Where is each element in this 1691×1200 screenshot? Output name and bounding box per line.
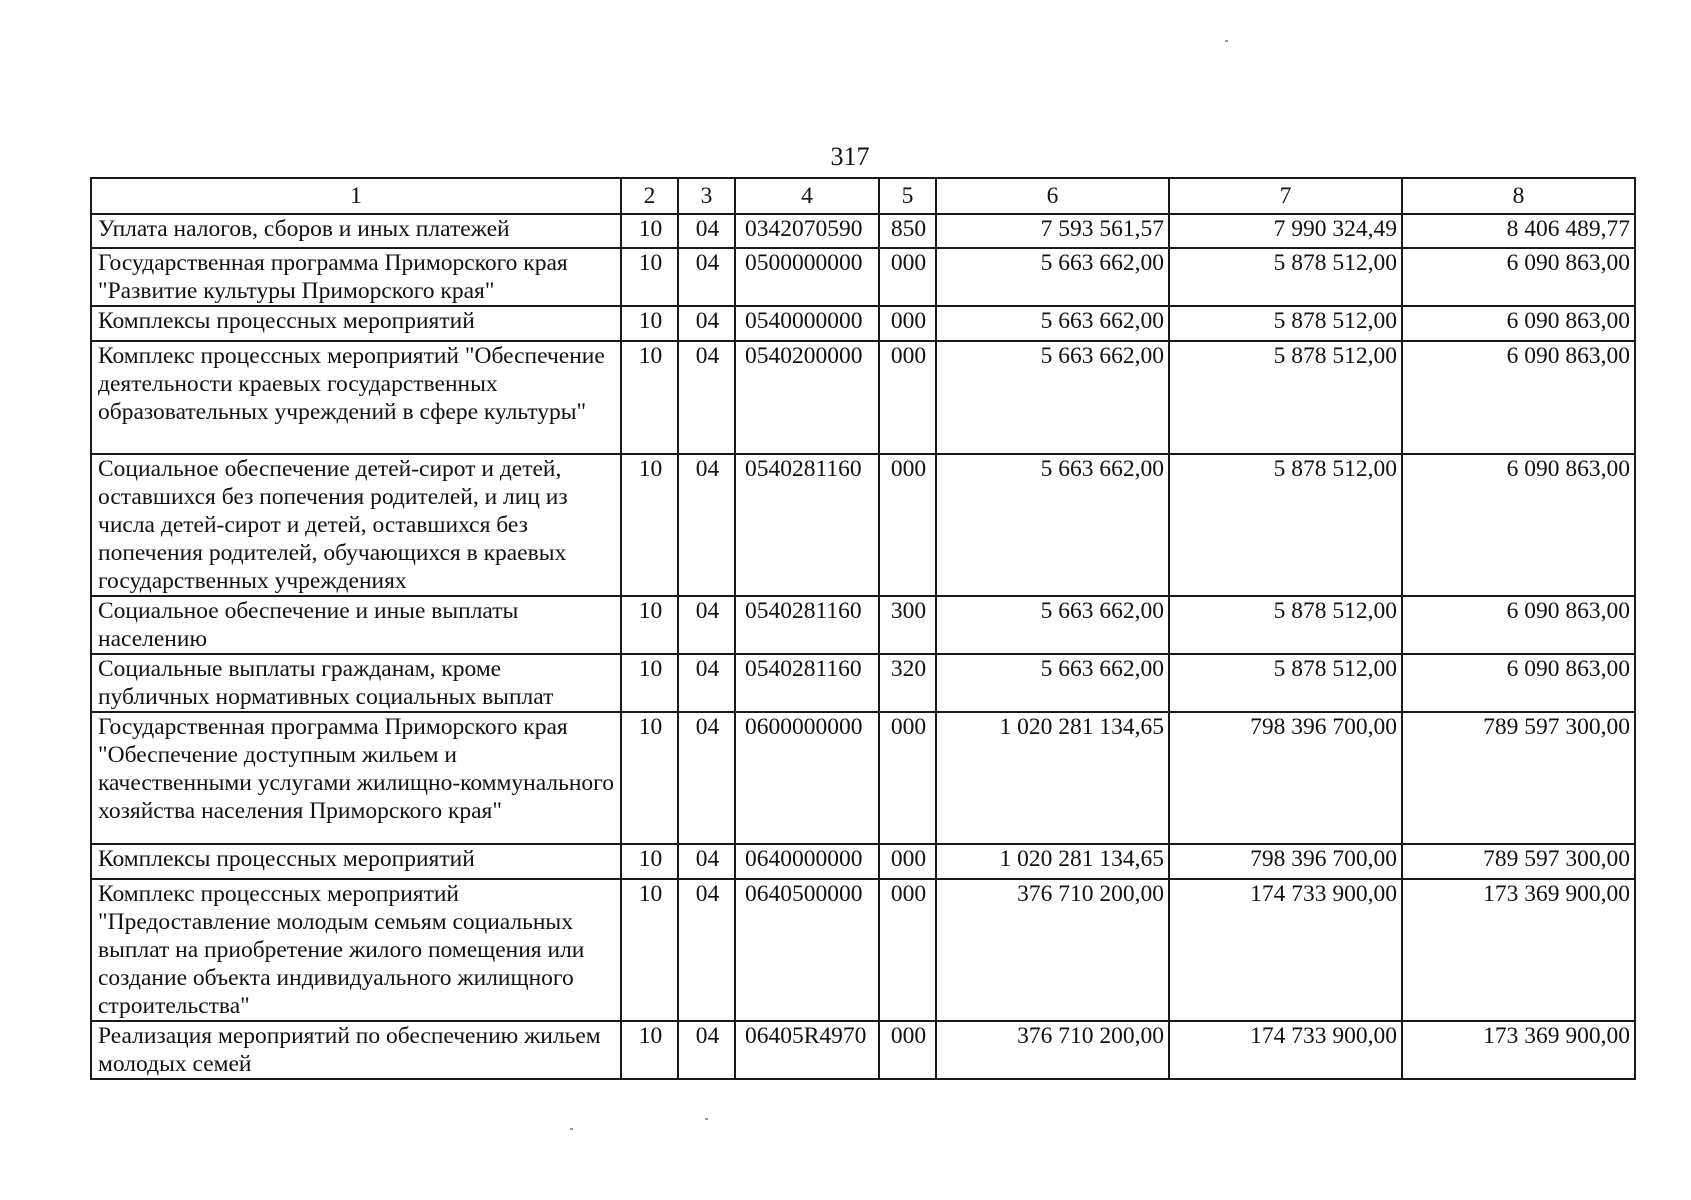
row-name-cell: Комплекс процессных мероприятий "Предоставление молодым семьям социальных выплат на приобретение жилого помещения или создание объекта индивидуального жилищного строительства" [91, 879, 621, 1021]
amount-col-8-cell: 6 090 863,00 [1402, 454, 1635, 596]
section-code-cell: 10 [621, 341, 678, 454]
subsection-code-cell: 04 [678, 596, 735, 654]
header-cell-8: 8 [1402, 178, 1635, 214]
target-article-cell: 0540281160 [735, 654, 879, 712]
table-row [91, 712, 1635, 844]
amount-col-7-cell: 174 733 900,00 [1169, 1021, 1402, 1079]
expense-kind-cell: 000 [879, 248, 936, 306]
section-code-cell: 10 [621, 306, 678, 341]
section-code-cell: 10 [621, 1021, 678, 1079]
subsection-code-cell: 04 [678, 214, 735, 248]
header-cell-2: 2 [621, 178, 678, 214]
section-code-cell: 10 [621, 654, 678, 712]
amount-col-7-cell: 174 733 900,00 [1169, 879, 1402, 1021]
row-name-cell: Комплексы процессных мероприятий [91, 306, 621, 341]
amount-col-7-cell: 5 878 512,00 [1169, 454, 1402, 596]
header-cell-1: 1 [91, 178, 621, 214]
amount-col-6-cell: 376 710 200,00 [936, 1021, 1169, 1079]
header-row [91, 178, 1635, 214]
subsection-code-cell: 04 [678, 844, 735, 879]
table-body [91, 214, 1635, 1079]
header-cell-7: 7 [1169, 178, 1402, 214]
row-name-cell: Государственная программа Приморского края "Развитие культуры Приморского края" [91, 248, 621, 306]
section-code-cell: 10 [621, 454, 678, 596]
section-code-cell: 10 [621, 879, 678, 1021]
row-name-cell: Реализация мероприятий по обеспечению жильем молодых семей [91, 1021, 621, 1079]
target-article-cell: 0540200000 [735, 341, 879, 454]
row-name-cell: Государственная программа Приморского края "Обеспечение доступным жильем и качественными услугами жилищно-коммунального хозяйства населения Приморского края" [91, 712, 621, 844]
subsection-code-cell: 04 [678, 248, 735, 306]
expense-kind-cell: 000 [879, 879, 936, 1021]
amount-col-8-cell: 6 090 863,00 [1402, 654, 1635, 712]
header-cell-5: 5 [879, 178, 936, 214]
amount-col-8-cell: 6 090 863,00 [1402, 341, 1635, 454]
target-article-cell: 06405R4970 [735, 1021, 879, 1079]
header-cell-4: 4 [735, 178, 879, 214]
section-code-cell: 10 [621, 596, 678, 654]
table-row [91, 879, 1635, 1021]
row-name-cell: Уплата налогов, сборов и иных платежей [91, 214, 621, 248]
subsection-code-cell: 04 [678, 1021, 735, 1079]
amount-col-7-cell: 5 878 512,00 [1169, 306, 1402, 341]
table-row [91, 844, 1635, 879]
expense-kind-cell: 320 [879, 654, 936, 712]
table-row [91, 596, 1635, 654]
amount-col-8-cell: 173 369 900,00 [1402, 879, 1635, 1021]
table-row [91, 248, 1635, 306]
table-row [91, 654, 1635, 712]
target-article-cell: 0540281160 [735, 454, 879, 596]
amount-col-7-cell: 798 396 700,00 [1169, 712, 1402, 844]
header-cell-3: 3 [678, 178, 735, 214]
amount-col-6-cell: 1 020 281 134,65 [936, 712, 1169, 844]
row-name-cell: Социальные выплаты гражданам, кроме публичных нормативных социальных выплат [91, 654, 621, 712]
subsection-code-cell: 04 [678, 454, 735, 596]
section-code-cell: 10 [621, 844, 678, 879]
amount-col-8-cell: 173 369 900,00 [1402, 1021, 1635, 1079]
section-code-cell: 10 [621, 248, 678, 306]
amount-col-8-cell: 789 597 300,00 [1402, 712, 1635, 844]
amount-col-7-cell: 7 990 324,49 [1169, 214, 1402, 248]
header-cell-6: 6 [936, 178, 1169, 214]
amount-col-7-cell: 5 878 512,00 [1169, 248, 1402, 306]
row-name-cell: Комплексы процессных мероприятий [91, 844, 621, 879]
amount-col-6-cell: 5 663 662,00 [936, 306, 1169, 341]
subsection-code-cell: 04 [678, 341, 735, 454]
expense-kind-cell: 000 [879, 712, 936, 844]
target-article-cell: 0640500000 [735, 879, 879, 1021]
scan-speck [705, 1118, 708, 1120]
amount-col-6-cell: 5 663 662,00 [936, 454, 1169, 596]
amount-col-6-cell: 5 663 662,00 [936, 596, 1169, 654]
amount-col-7-cell: 5 878 512,00 [1169, 654, 1402, 712]
amount-col-6-cell: 7 593 561,57 [936, 214, 1169, 248]
expense-kind-cell: 000 [879, 454, 936, 596]
amount-col-8-cell: 6 090 863,00 [1402, 248, 1635, 306]
amount-col-8-cell: 6 090 863,00 [1402, 596, 1635, 654]
amount-col-6-cell: 1 020 281 134,65 [936, 844, 1169, 879]
page-number: 317 [830, 142, 870, 171]
subsection-code-cell: 04 [678, 712, 735, 844]
target-article-cell: 0640000000 [735, 844, 879, 879]
amount-col-6-cell: 5 663 662,00 [936, 248, 1169, 306]
row-name-cell: Комплекс процессных мероприятий "Обеспечение деятельности краевых государственных образовательных учреждений в сфере культуры" [91, 341, 621, 454]
table-row [91, 306, 1635, 341]
amount-col-6-cell: 5 663 662,00 [936, 341, 1169, 454]
target-article-cell: 0500000000 [735, 248, 879, 306]
target-article-cell: 0342070590 [735, 214, 879, 248]
row-name-cell: Социальное обеспечение детей-сирот и детей, оставшихся без попечения родителей, и лиц из числа детей-сирот и детей, оставшихся без попечения родителей, обучающихся в краевых государственных учреждениях [91, 454, 621, 596]
section-code-cell: 10 [621, 214, 678, 248]
table-row [91, 1021, 1635, 1079]
amount-col-8-cell: 8 406 489,77 [1402, 214, 1635, 248]
subsection-code-cell: 04 [678, 879, 735, 1021]
expense-kind-cell: 300 [879, 596, 936, 654]
expense-kind-cell: 000 [879, 844, 936, 879]
amount-col-8-cell: 6 090 863,00 [1402, 306, 1635, 341]
expense-kind-cell: 000 [879, 341, 936, 454]
amount-col-7-cell: 798 396 700,00 [1169, 844, 1402, 879]
target-article-cell: 0600000000 [735, 712, 879, 844]
subsection-code-cell: 04 [678, 306, 735, 341]
amount-col-6-cell: 376 710 200,00 [936, 879, 1169, 1021]
table-row [91, 454, 1635, 596]
row-name-cell: Социальное обеспечение и иные выплаты населению [91, 596, 621, 654]
expense-kind-cell: 000 [879, 306, 936, 341]
expense-kind-cell: 000 [879, 1021, 936, 1079]
scan-speck [1225, 40, 1228, 42]
scan-speck [570, 1128, 573, 1130]
amount-col-6-cell: 5 663 662,00 [936, 654, 1169, 712]
table-row [91, 214, 1635, 248]
section-code-cell: 10 [621, 712, 678, 844]
subsection-code-cell: 04 [678, 654, 735, 712]
expense-kind-cell: 850 [879, 214, 936, 248]
amount-col-8-cell: 789 597 300,00 [1402, 844, 1635, 879]
target-article-cell: 0540000000 [735, 306, 879, 341]
budget-table [90, 177, 1636, 1080]
amount-col-7-cell: 5 878 512,00 [1169, 341, 1402, 454]
table-row [91, 341, 1635, 454]
amount-col-7-cell: 5 878 512,00 [1169, 596, 1402, 654]
target-article-cell: 0540281160 [735, 596, 879, 654]
